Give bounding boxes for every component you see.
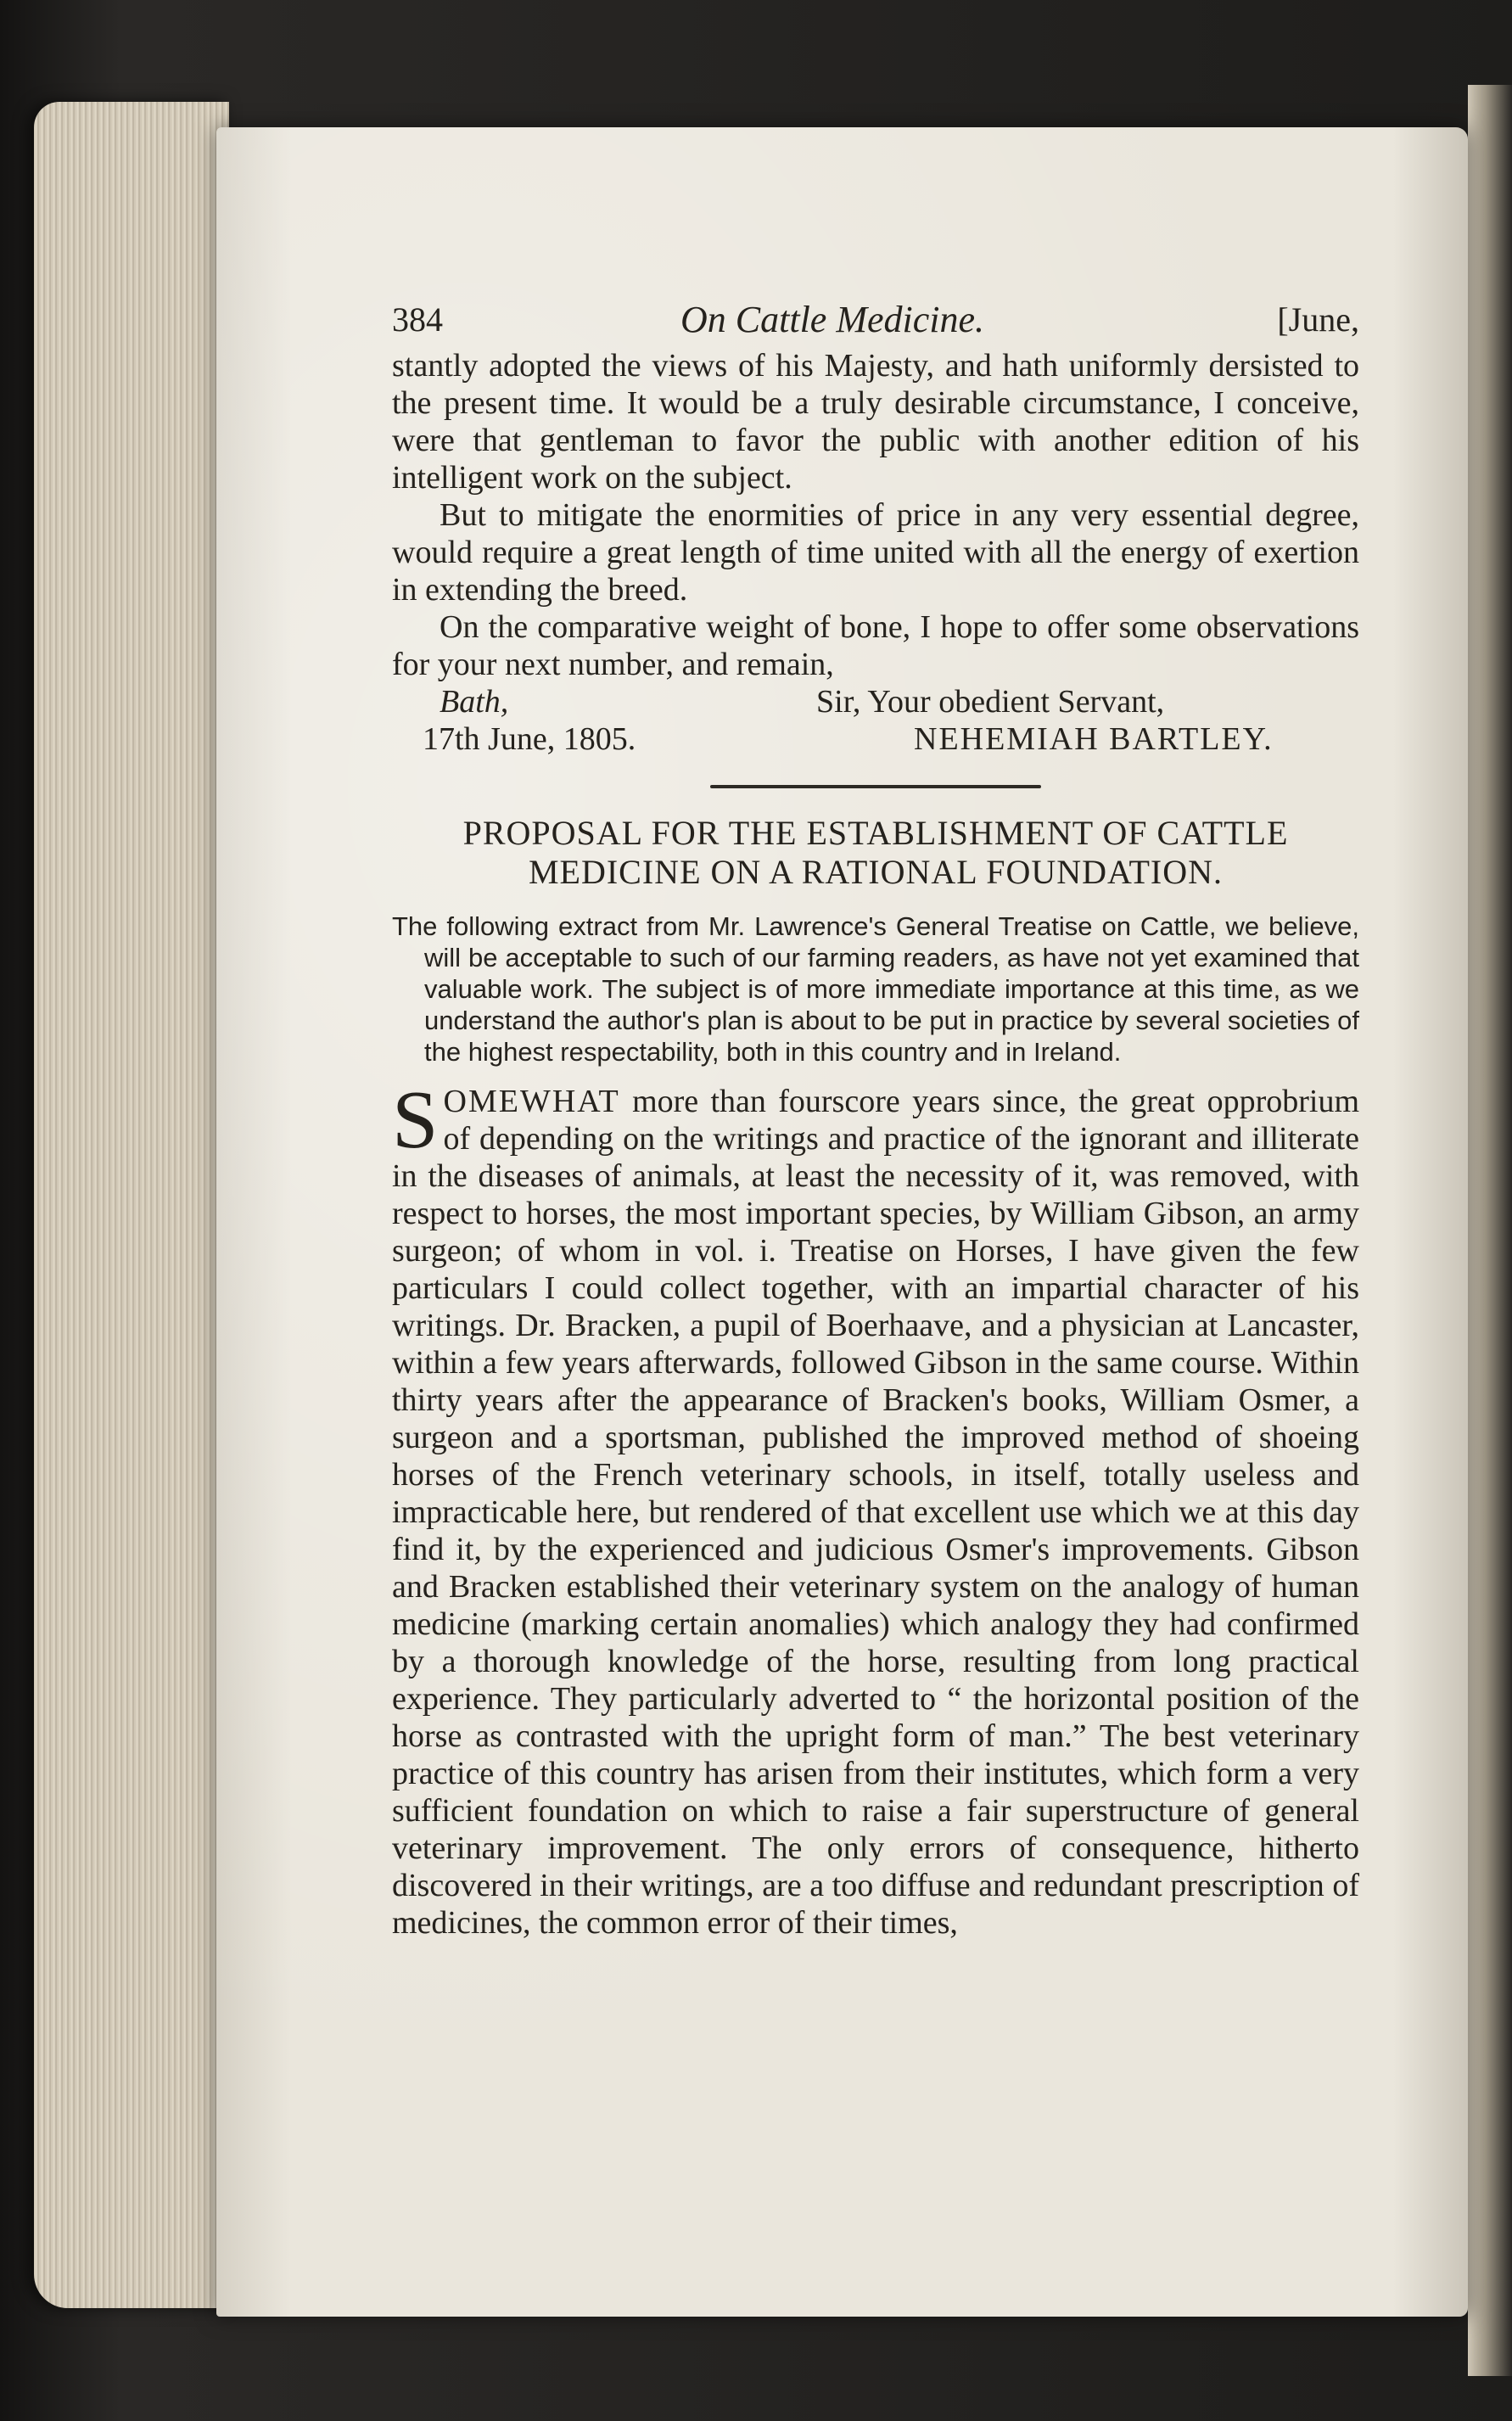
article-title-line-1: PROPOSAL FOR THE ESTABLISHMENT OF CATTLE [462,814,1289,852]
running-header [392,293,1359,347]
article-body [392,1074,1359,1942]
signature-row-1 [392,683,1359,720]
page-edges [34,102,229,2308]
letter-place: Bath, [440,684,509,720]
running-title: On Cattle Medicine. [680,299,985,340]
letter-paragraph-1: stantly adopted the views of his Majesty, and hath uniformly dersisted to the present time. It would be a truly desirable circumstance, I conceive, were that gentleman to favor the public with another edition of his intelligent work on the subject. [392,348,1359,496]
running-month: [June, [1277,300,1359,339]
letter-paragraph-2: But to mitigate the enormities of price in any very essential degree, would require a great length of time united with all the energy of exertion in extending the breed. [392,497,1359,608]
article-intro: The following extract from Mr. Lawrence's General Treatise on Cattle, we believe, will be acceptable to such of our farming readers, as have not yet examined that valuable work. The subject is of more immediate importance at this time, as we understand the author's plan is about to be put in practice by several societies of the highest respectability, both in this country and in Ireland. [392,911,1359,1067]
article-body-text: more than fourscore years since, the great opprobrium of depending on the writings and practice of the ignorant and illiterate in the diseases of animals, at least the necessity of it, was removed, with respect to horses, the most important species, by William Gibson, an army surgeon; of whom in vol. i. Treatise on Horses, I have given the few particulars I could collect together, with an impartial character of his writings. Dr. Bracken, a pupil of Boerhaave, and a physician at Lancaster, within a few years afterwards, followed Gibson in the same course. Within thirty years after the appearance of Bracken's books, William Osmer, a surgeon and a sportsman, published the improved method of shoeing horses of the French veterinary schools, in itself, totally useless and impracticable here, but rendered of that excellent use which we at this day find it, by the experienced and judicious Osmer's improvements. Gibson and Bracken established their veterinary system on the analogy of human medicine (marking certain anomalies) which analogy they had confirmed by a thorough knowledge of the horse, resulting from long practical experience. They particularly adverted to “ the horizontal position of the horse as contrasted with the upright form of man.” The best veterinary practice of this country has arisen from their institutes, which form a very sufficient foundation on which to raise a fair superstructure of general veterinary improvement. The only errors of consequence, hitherto discovered in their writings, are a too diffuse and redundant prescription of medicines, the common error of their times, [392,1084,1359,1941]
page-number: 384 [392,300,443,339]
letter-signature: NEHEMIAH BARTLEY. [914,721,1274,757]
letter-paragraph-3: On the comparative weight of bone, I hope to offer some observations for your next number, and remain, [392,609,1359,682]
facing-page-edge [1468,85,1512,2376]
letter-date: 17th June, 1805. [423,721,636,757]
article-title-line-2: MEDICINE ON A RATIONAL FOUNDATION. [528,853,1224,891]
section-divider [710,785,1041,788]
signature-row-2 [392,720,1359,758]
drop-cap: S [392,1074,439,1166]
letter-closing: Sir, Your obedient Servant, [816,684,1165,720]
article-first-words: OMEWHAT [443,1084,620,1119]
page-text [392,293,1359,1942]
